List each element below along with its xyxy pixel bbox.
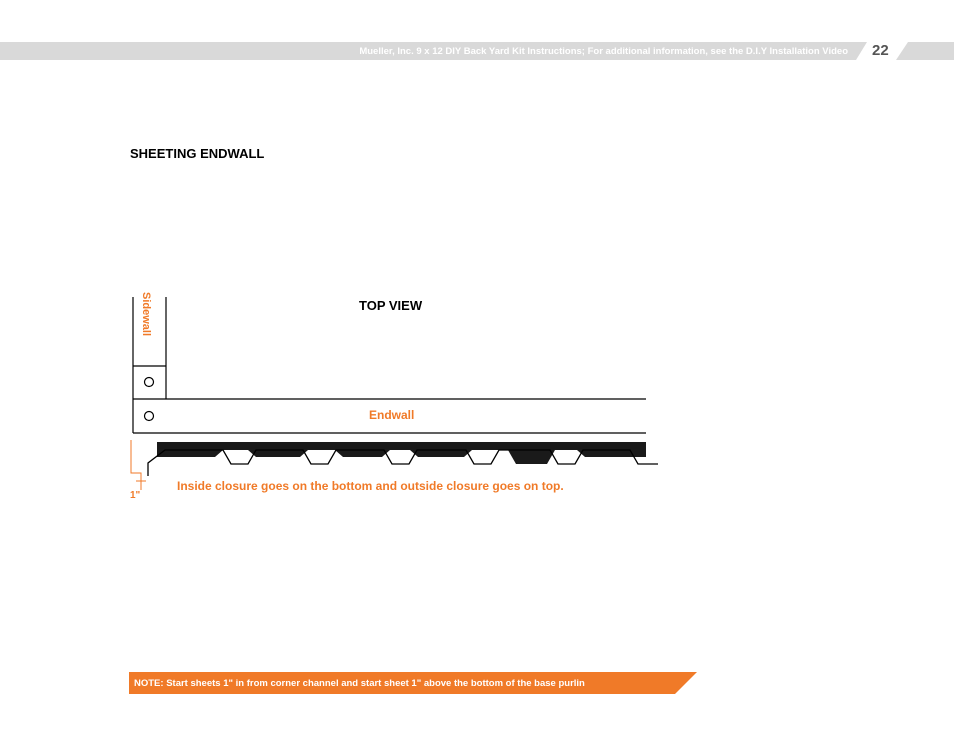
dimension-label: 1" (130, 490, 141, 501)
sidewall-label: Sidewall (140, 292, 152, 337)
note-text: NOTE: Start sheets 1" in from corner channel and start sheet 1" above the bottom of the base purlin (134, 678, 585, 689)
header-title: Mueller, Inc. 9 x 12 DIY Back Yard Kit Instructions; For additional information, see the D.I.Y Installation Video (359, 46, 848, 57)
dimension-bracket (131, 440, 141, 490)
section-heading: SHEETING ENDWALL (130, 146, 265, 161)
top-view-label: TOP VIEW (359, 298, 423, 313)
sidewall-fastener-hole (145, 378, 154, 387)
panel-sheet-profile (148, 450, 658, 476)
endwall-fastener-hole (145, 412, 154, 421)
closure-note: Inside closure goes on the bottom and outside closure goes on top. (177, 479, 564, 493)
endwall-label: Endwall (369, 408, 415, 422)
inside-closure-strip (157, 442, 646, 464)
page-number: 22 (872, 42, 889, 59)
